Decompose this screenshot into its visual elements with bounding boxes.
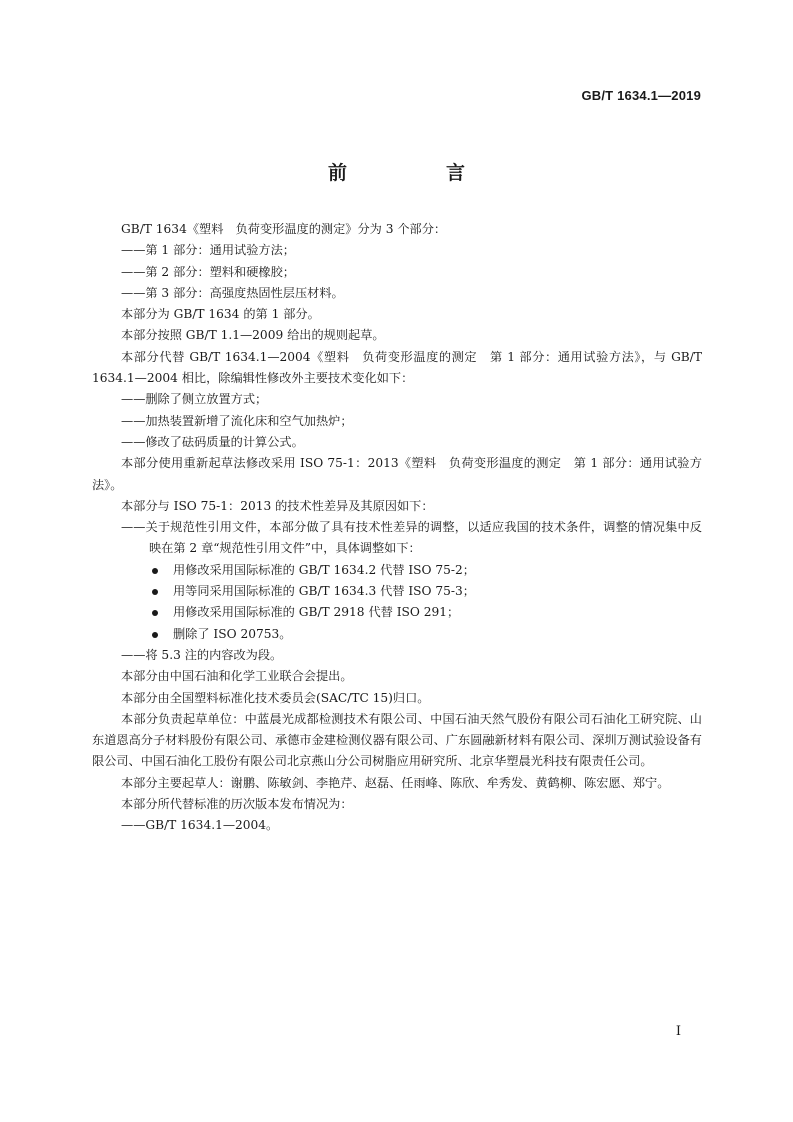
- foreword-body: [92, 219, 702, 837]
- paragraph: 本部分由中国石油和化学工业联合会提出。: [121, 669, 353, 684]
- dash-item: ——将 5.3 注的内容改为段。: [121, 647, 283, 662]
- dash-item: ——第 2 部分：塑料和硬橡胶；: [121, 264, 295, 279]
- paragraph: 本部分所代替标准的历次版本发布情况为：: [121, 797, 353, 812]
- dash-item: ——修改了砝码质量的计算公式。: [121, 434, 304, 449]
- list-item: [92, 602, 702, 623]
- dash-item: ——关于规范性引用文件，本部分做了具有技术性差异的调整，以适应我国的技术条件，调整的情况集中反映在第 2 章“规范性引用文件”中，具体调整如下：: [121, 520, 702, 556]
- dash-item: ——第 3 部分：高强度热固性层压材料。: [121, 285, 344, 300]
- bullet-icon: [152, 568, 158, 574]
- list-item: [92, 560, 702, 581]
- paragraph: 本部分与 ISO 75-1：2013 的技术性差异及其原因如下：: [121, 498, 434, 513]
- paragraph: 本部分为 GB/T 1634 的第 1 部分。: [121, 307, 320, 322]
- bullet-list: [92, 560, 702, 645]
- paragraph: 本部分主要起草人：谢鹏、陈敏剑、李艳芹、赵磊、任雨峰、陈欣、牟秀发、黄鹤柳、陈宏愿、郑宁。: [121, 775, 670, 790]
- list-item-text: 用等同采用国际标准的 GB/T 1634.3 代替 ISO 75-3；: [173, 584, 475, 599]
- list-item-text: 用修改采用国际标准的 GB/T 1634.2 代替 ISO 75-2；: [173, 562, 475, 577]
- paragraph: 本部分代替 GB/T 1634.1—2004《塑料 负荷变形温度的测定 第 1 部分：通用试验方法》，与 GB/T 1634.1—2004 相比，除编辑性修改外主要技术变化如下：: [92, 349, 702, 386]
- dash-item: ——加热装置新增了流化床和空气加热炉；: [121, 413, 353, 428]
- bullet-icon: [152, 589, 158, 595]
- paragraph: 本部分由全国塑料标准化技术委员会(SAC/TC 15)归口。: [121, 690, 430, 705]
- list-item: [92, 581, 702, 602]
- standard-code: GB/T 1634.1—2019: [581, 88, 701, 103]
- list-item: [92, 624, 702, 645]
- page-title: 前 言: [327, 162, 505, 184]
- list-item-text: 删除了 ISO 20753。: [173, 626, 292, 641]
- dash-item: ——删除了侧立放置方式；: [121, 392, 268, 407]
- dash-item: ——GB/T 1634.1—2004。: [121, 818, 279, 833]
- bullet-icon: [152, 632, 158, 638]
- list-item-text: 用修改采用国际标准的 GB/T 2918 代替 ISO 291；: [173, 605, 460, 620]
- dash-item: ——第 1 部分：通用试验方法；: [121, 243, 295, 258]
- page-number: I: [675, 1024, 681, 1039]
- paragraph: 本部分负责起草单位：中蓝晨光成都检测技术有限公司、中国石油天然气股份有限公司石油化工研究院、山东道恩高分子材料股份有限公司、承德市金建检测仪器有限公司、广东圆融新材料有限公司、深圳万测试验设备有限公司、中国石油化工股份有限公司北京燕山分公司树脂应用研究所、北京华塑晨光科技有限责任公司。: [92, 711, 702, 769]
- paragraph: 本部分使用重新起草法修改采用 ISO 75-1：2013《塑料 负荷变形温度的测定 第 1 部分：通用试验方法》。: [92, 456, 702, 492]
- paragraph: 本部分按照 GB/T 1.1—2009 给出的规则起草。: [121, 328, 385, 343]
- paragraph: GB/T 1634《塑料 负荷变形温度的测定》分为 3 个部分：: [121, 222, 447, 236]
